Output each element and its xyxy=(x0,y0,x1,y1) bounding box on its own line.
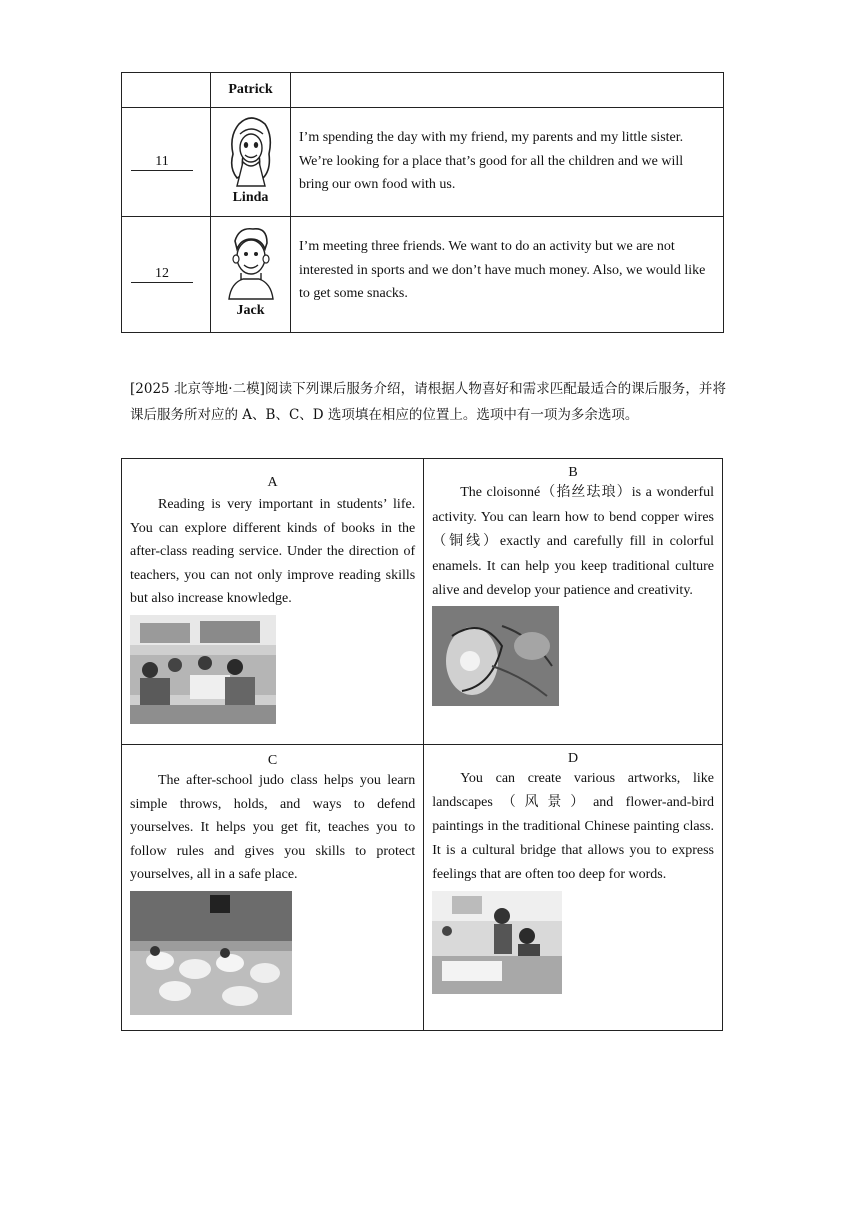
option-text: The after-school judo class helps you learn simple throws, holds, and ways to defend yourselves. It helps you get fit, teaches you to follow rules and gives you skills to protect yourselves, all in a safe place. xyxy=(130,773,416,882)
description-cell xyxy=(291,108,724,217)
person-cell xyxy=(211,73,291,108)
task-instruction: [2025 北京等地·二模]阅读下列课后服务介绍，请根据人物喜好和需求匹配最适合的课后服务，并将课后服务所对应的 A、B、C、D 选项填在相应的位置上。选项中有一项为多余选项。 xyxy=(130,381,726,423)
girl-portrait-icon xyxy=(225,114,277,188)
empty-desc-cell xyxy=(291,73,724,108)
person-description: I’m meeting three friends. We want to do an activity but we are not interested in sports and we don’t have much money. Also, we would like to get some snacks. xyxy=(299,239,706,301)
person-name: Linda xyxy=(232,190,269,205)
person-description: I’m spending the day with my friend, my parents and my little sister. We’re looking for a place that’s good for all the children and we will bring our own food with us. xyxy=(299,130,684,192)
judo-class-photo xyxy=(130,891,292,1015)
reading-class-photo xyxy=(130,615,276,724)
person-name: Jack xyxy=(236,303,265,318)
cloisonne-photo xyxy=(432,606,559,706)
option-a-cell xyxy=(122,459,424,745)
option-letter: B xyxy=(568,465,578,480)
boy-portrait-icon xyxy=(221,223,281,303)
option-letter: C xyxy=(267,753,278,768)
person-cell xyxy=(211,108,291,217)
answer-cell xyxy=(122,217,211,333)
person-cell xyxy=(211,217,291,333)
option-text: Reading is very important in students’ life. You can explore different kinds of books in the after-class reading service. Under the direction of teachers, you can not only improve reading skills but also increase knowledge. xyxy=(130,497,416,606)
answer-blank-11[interactable]: 11 xyxy=(131,154,193,171)
answer-blank-12[interactable]: 12 xyxy=(131,266,193,283)
description-cell xyxy=(291,217,724,333)
option-text: The cloisonné（掐丝珐琅）is a wonderful activity. You can learn how to bend copper wires（铜线）exactly and carefully fill in colorful enamels. It can help you keep traditional culture alive and develop your patience and creativity. xyxy=(432,485,714,598)
option-c-cell xyxy=(122,745,424,1031)
answer-cell xyxy=(122,108,211,217)
painting-class-photo xyxy=(432,891,562,994)
option-text: You can create various artworks, like landscapes（风景）and flower-and-bird paintings in the traditional Chinese painting class. It is a cultural bridge that allows you to express feelings that are often too deep for words. xyxy=(432,771,714,882)
person-name: Patrick xyxy=(228,82,273,97)
option-letter: D xyxy=(568,751,579,766)
people-table xyxy=(121,72,724,333)
empty-cell xyxy=(122,73,211,108)
options-grid xyxy=(121,458,723,1031)
option-letter: A xyxy=(267,475,278,490)
option-b-cell xyxy=(424,459,723,745)
option-d-cell xyxy=(424,745,723,1031)
